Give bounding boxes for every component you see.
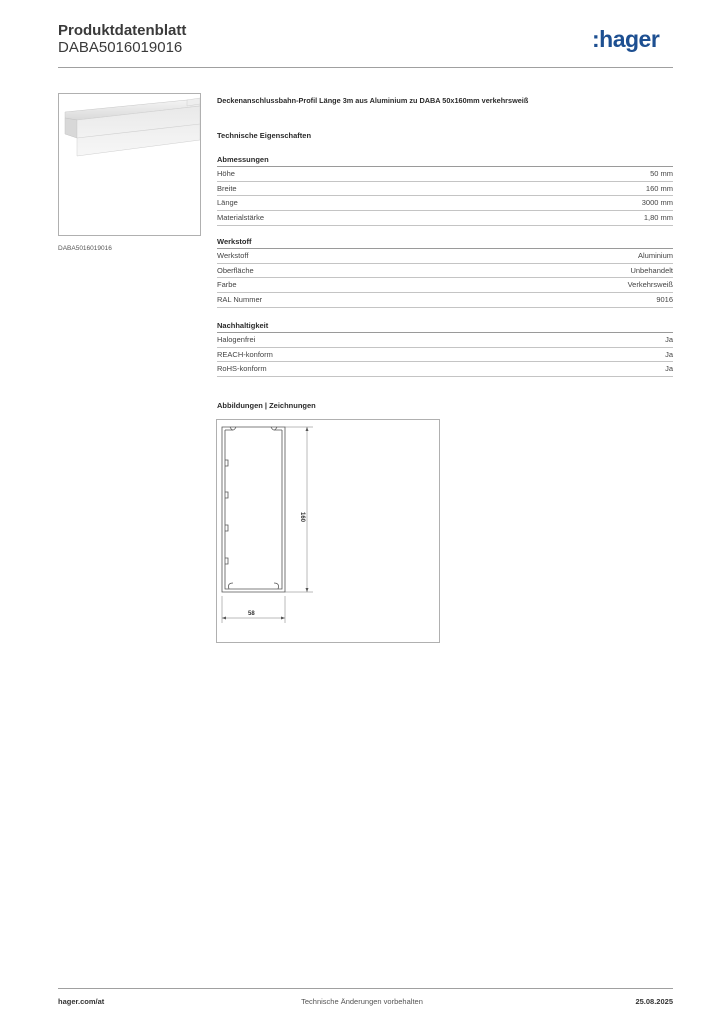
footer-divider xyxy=(58,988,673,989)
property-value: Verkehrsweiß xyxy=(627,280,673,290)
table-row xyxy=(217,196,673,211)
section-abmessungen xyxy=(217,155,673,226)
table-row xyxy=(217,333,673,348)
profile-cross-section xyxy=(217,420,439,642)
section-werkstoff xyxy=(217,237,673,308)
property-label: Länge xyxy=(217,198,238,208)
section-title: Abmessungen xyxy=(217,155,673,167)
property-label: Breite xyxy=(217,183,237,193)
section-title: Nachhaltigkeit xyxy=(217,321,673,333)
image-caption: DABA5016019016 xyxy=(58,245,112,252)
property-label: RoHS-konform xyxy=(217,364,267,374)
page-title: Produktdatenblatt xyxy=(58,22,187,39)
property-value: Ja xyxy=(665,349,673,359)
property-label: RAL Nummer xyxy=(217,295,263,305)
footer-note: Technische Änderungen vorbehalten xyxy=(301,997,423,1006)
property-value: Unbehandelt xyxy=(630,265,673,275)
table-row xyxy=(217,278,673,293)
footer-date: 25.08.2025 xyxy=(635,997,673,1006)
product-description: Deckenanschlussbahn-Profil Länge 3m aus Aluminium zu DABA 50x160mm verkehrsweiß xyxy=(217,96,529,105)
property-value: Ja xyxy=(665,335,673,344)
table-row xyxy=(217,264,673,279)
profile-rail-image xyxy=(59,94,200,235)
property-value: 1,80 mm xyxy=(643,213,673,223)
product-info xyxy=(217,96,673,140)
width-dimension-label: 58 xyxy=(248,611,255,617)
hager-logo: :hager xyxy=(592,26,660,52)
property-value: 50 mm xyxy=(650,169,673,178)
property-value: Ja xyxy=(665,364,673,374)
height-dimension-label: 160 xyxy=(299,512,305,523)
tech-properties-heading: Technische Eigenschaften xyxy=(217,131,312,140)
property-value: 3000 mm xyxy=(641,198,673,208)
property-label: Materialstärke xyxy=(217,213,265,223)
property-label: Oberfläche xyxy=(217,265,254,275)
footer-website[interactable]: hager.com/at xyxy=(58,997,105,1006)
property-value: Aluminium xyxy=(637,251,673,260)
drawings-heading: Abbildungen | Zeichnungen xyxy=(217,401,316,410)
property-label: Halogenfrei xyxy=(217,335,256,344)
property-value: 9016 xyxy=(656,295,673,305)
table-row xyxy=(217,362,673,377)
property-label: Höhe xyxy=(217,169,235,178)
property-label: REACH-konform xyxy=(217,349,273,359)
section-nachhaltigkeit xyxy=(217,321,673,377)
table-row xyxy=(217,249,673,264)
section-title: Werkstoff xyxy=(217,237,673,249)
product-image xyxy=(58,93,201,236)
table-row xyxy=(217,348,673,363)
property-label: Farbe xyxy=(217,280,237,290)
table-row xyxy=(217,182,673,197)
property-value: 160 mm xyxy=(645,183,673,193)
table-row xyxy=(217,211,673,226)
technical-drawing xyxy=(216,419,440,643)
table-row xyxy=(217,167,673,182)
property-label: Werkstoff xyxy=(217,251,249,260)
article-number: DABA5016019016 xyxy=(58,39,183,56)
table-row xyxy=(217,293,673,308)
header-divider xyxy=(58,67,673,68)
